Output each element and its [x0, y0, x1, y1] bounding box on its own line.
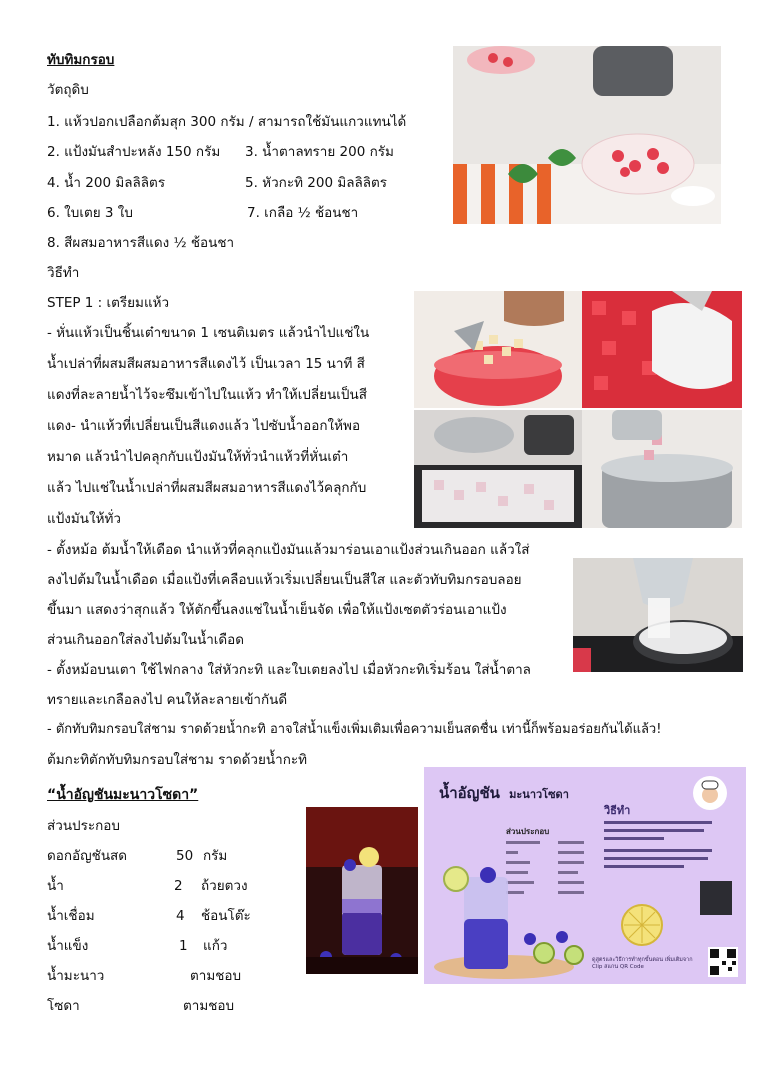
sifting-photo: [414, 410, 582, 528]
ingredients-heading: วัตถุดิบ: [47, 82, 89, 98]
drink-photo: [306, 807, 418, 974]
ingredient-unit: แก้ว: [203, 938, 228, 954]
poster-chef-icon: [692, 775, 728, 811]
poster-subtitle: มะนาวโซดา: [509, 788, 569, 801]
method-heading: วิธีทำ: [47, 265, 80, 281]
step1-line: แป้งมันให้ทั่ว: [47, 511, 121, 527]
cutting-photo: [414, 291, 582, 408]
sugar-pour-photo: [573, 558, 743, 672]
pot-photo: [582, 410, 742, 528]
step1-line: หมาด แล้วนำไปคลุกกับแป้งมันให้ทั่วนำแห้วที่หั่นเต๋า: [47, 449, 349, 465]
poster-title-main: น้ำอัญชัน: [439, 784, 500, 802]
ingredient-item: 6. ใบเตย 3 ใบ: [47, 205, 133, 221]
ingredient-unit: ถ้วยตวง: [201, 878, 248, 894]
step1-heading: STEP 1 : เตรียมแห้ว: [47, 295, 170, 311]
step1-line: - หั่นแห้วเป็นชิ้นเต๋าขนาด 1 เซนติเมตร แล้วนำไปแช่ใน: [47, 325, 370, 341]
method-line: ต้มกะทิตักทับทิมกรอบใส่ชาม ราดด้วยน้ำกะทิ: [47, 752, 308, 768]
method-line: - ตั้งหม้อบนเตา ใช้ไฟกลาง ใส่หัวกะทิ และใบเตยลงไป เมื่อหัวกะทิเริ่มร้อน ใส่น้ำตาล: [47, 662, 531, 678]
ingredient-unit: ตามชอบ: [183, 998, 235, 1014]
step1-line: แดง- นำแห้วที่เปลี่ยนเป็นสีแดงแล้ว ไปซับน้ำออกให้พอ: [47, 418, 361, 434]
recipe-poster: [424, 767, 746, 984]
ingredient-name: โซดา: [47, 998, 80, 1014]
recipe1-title: ทับทิมกรอบ: [47, 52, 115, 68]
recipe2-title: “น้ำอัญชันมะนาวโซดา”: [47, 787, 199, 803]
ingredient-item: 5. หัวกะทิ 200 มิลลิลิตร: [245, 175, 388, 191]
ingredient-unit: กรัม: [203, 848, 228, 864]
ingredient-item: 8. สีผสมอาหารสีแดง ½ ช้อนชา: [47, 235, 235, 251]
ingredient-name: น้ำแข็ง: [47, 938, 89, 954]
step1-line: แดงที่ละลายน้ำไว้จะซึมเข้าไปในแห้ว ทำให้เปลี่ยนเป็นสี: [47, 387, 367, 403]
step1-line: น้ำเปล่าที่ผสมสีผสมอาหารสีแดงไว้ เป็นเวลา 15 นาที สี: [47, 356, 365, 372]
ingredient-name: น้ำ: [47, 878, 64, 894]
dessert-bowl-photo: [453, 46, 721, 224]
poster-glass-illustration: [434, 857, 594, 979]
poster-title: [439, 781, 569, 805]
ingredient-item: 4. น้ำ 200 มิลลิลิตร: [47, 175, 166, 191]
method-line: - ตักทับทิมกรอบใส่ชาม ราดด้วยน้ำกะทิ อาจใส่น้ำแข็งเพิ่มเติมเพื่อความเย็นสดชื่น เท่านี้ก็พร้อมอร่อยกันได้แล้ว!: [47, 722, 662, 737]
method-line: ทรายและเกลือลงไป คนให้ละลายเข้ากันดี: [47, 692, 288, 708]
method-line: - ตั้งหม้อ ต้มน้ำให้เดือด นำแห้วที่คลุกแป้งมันแล้วมาร่อนเอาแป้งส่วนเกินออก แล้วใส่: [47, 542, 530, 558]
ingredient-item: 1. แห้วปอกเปลือกต้มสุก 300 กรัม / สามารถใช้มันแกวแทนได้: [47, 114, 407, 130]
method-line: ขึ้นมา แสดงว่าสุกแล้ว ให้ตักขึ้นลงแช่ในน้ำเย็นจัด เพื่อให้แป้งเซตตัวร่อนเอาแป้ง: [47, 602, 507, 618]
ingredient-name: ดอกอัญชันสด: [47, 848, 128, 864]
method-line: ลงไปต้มในน้ำเดือด เมื่อแป้งที่เคลือบแห้วเริ่มเปลี่ยนเป็นสีใส และตัวทับทิมกรอบลอย: [47, 572, 522, 588]
poster-lemon-icon: [620, 903, 664, 947]
qr-code-icon: [708, 947, 738, 977]
ingredient-unit: ตามชอบ: [190, 968, 242, 984]
ingredient-qty: 2: [174, 878, 183, 894]
poster-footer: ดูสูตรและวิธีการทำทุกขั้นตอน เพิ่มเติมจาก Clip สแกน QR Code: [592, 957, 693, 970]
ingredient-item: 7. เกลือ ½ ช้อนชา: [247, 205, 359, 221]
ingredient-unit: ช้อนโต๊ะ: [201, 908, 251, 924]
ingredient-name: น้ำเชื่อม: [47, 908, 95, 924]
red-cubes-photo: [582, 291, 742, 408]
poster-method-heading: วิธีทำ: [604, 804, 631, 817]
ingredient-qty: 1: [179, 938, 188, 954]
step1-line: แล้ว ไปแช่ในน้ำเปล่าที่ผสมสีผสมอาหารสีแดงไว้คลุกกับ: [47, 480, 367, 496]
ingredient-qty: 4: [176, 908, 185, 924]
ingredient-qty: 50: [176, 848, 194, 864]
ingredient-item: 2. แป้งมันสำปะหลัง 150 กรัม: [47, 144, 221, 160]
ingredients-heading: ส่วนประกอบ: [47, 818, 120, 834]
method-line: ส่วนเกินออกใส่ลงไปต้มในน้ำเดือด: [47, 632, 245, 648]
poster-ingredients-heading: ส่วนประกอบ: [506, 827, 550, 836]
poster-chef-photo: [700, 881, 732, 915]
ingredient-name: น้ำมะนาว: [47, 968, 105, 984]
poster-method-text: [604, 819, 714, 879]
ingredient-item: 3. น้ำตาลทราย 200 กรัม: [245, 144, 394, 160]
